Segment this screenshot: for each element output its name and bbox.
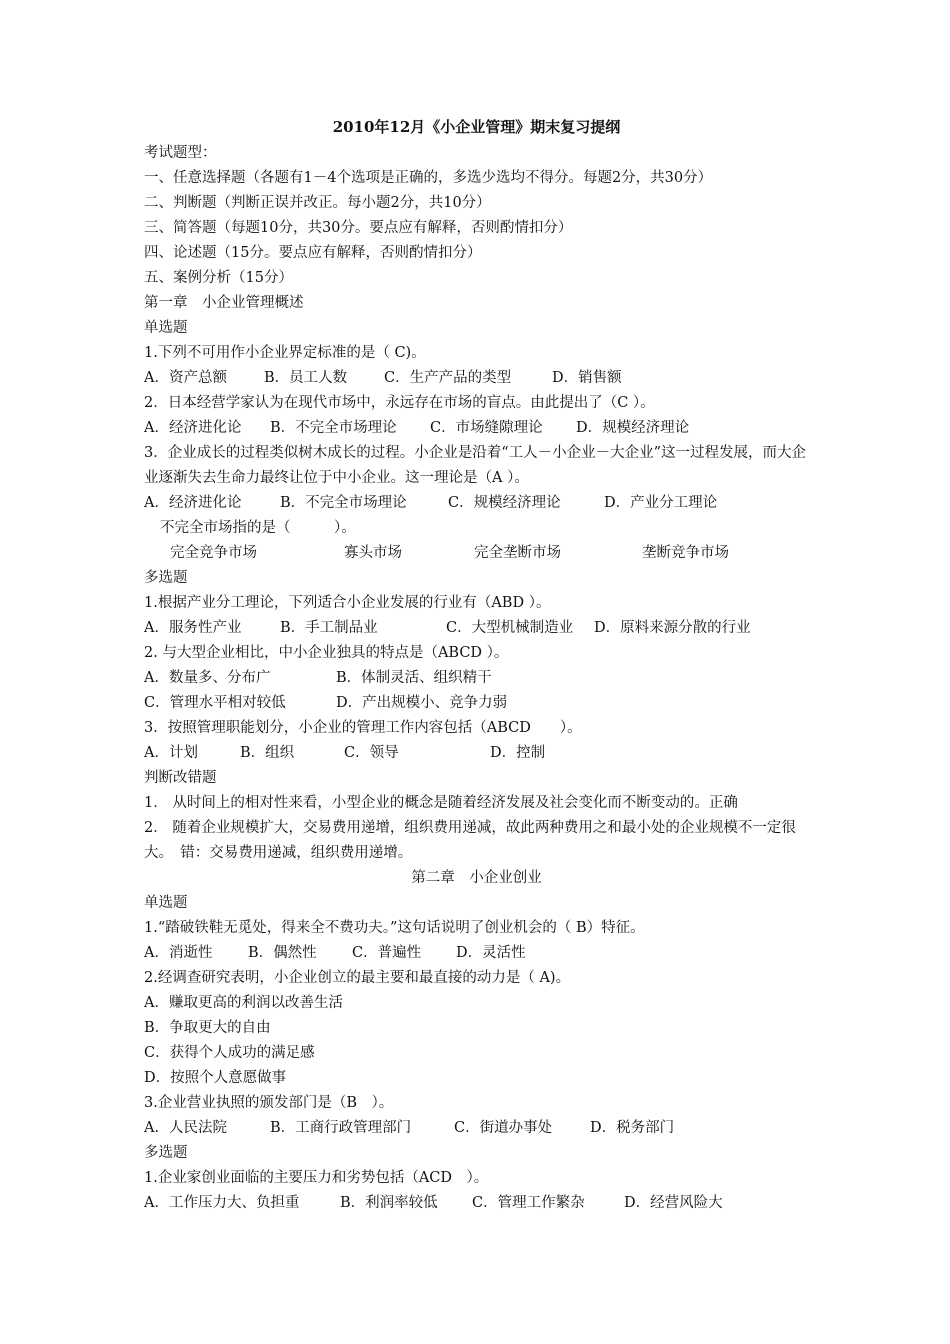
option: B．争取更大的自由 xyxy=(144,1020,271,1036)
exam-type-item: 五、案例分析（15分） xyxy=(144,270,293,286)
option: C．生产产品的类型 xyxy=(384,370,512,386)
section-heading-single: 单选题 xyxy=(144,895,188,911)
option: D．经营风险大 xyxy=(624,1195,723,1211)
option: D．产出规模小、竞争力弱 xyxy=(336,695,508,711)
exam-types-heading: 考试题型： xyxy=(144,145,217,161)
option: B．利润率较低 xyxy=(340,1195,438,1211)
option: C．领导 xyxy=(344,745,399,761)
options-row xyxy=(144,616,809,641)
section-heading-single: 单选题 xyxy=(144,320,188,336)
document-title: 2010年12月《小企业管理》期末复习提纲 xyxy=(332,118,621,136)
options-row xyxy=(144,941,809,966)
question-text: 2． 随着企业规模扩大，交易费用递增，组织费用递减，故此两种费用之和最小处的企业规模不一定很大。 错：交易费用递减，组织费用递增。 xyxy=(144,820,796,861)
chapter-2-title: 第二章 小企业创业 xyxy=(411,870,542,886)
option: C．普遍性 xyxy=(352,945,422,961)
option: D．产业分工理论 xyxy=(604,495,718,511)
chapter-1-title: 第一章 小企业管理概述 xyxy=(144,295,304,311)
question-text: 1.下列不可用作小企业界定标准的是（ C)。 xyxy=(144,345,426,361)
option: A．经济进化论 xyxy=(144,495,242,511)
options-row xyxy=(144,491,809,516)
option: A．工作压力大、负担重 xyxy=(144,1195,300,1211)
question-text: 2．日本经营学家认为在现代市场中，永远存在市场的盲点。由此提出了（C ）。 xyxy=(144,395,655,411)
options-row xyxy=(144,741,809,766)
options-row xyxy=(144,666,809,691)
option: A．经济进化论 xyxy=(144,420,242,436)
options-row xyxy=(144,416,809,441)
question-text: 3．企业成长的过程类似树木成长的过程。小企业是沿着“工人－小企业－大企业”这一过程发展，而大企业逐渐失去生命力最终让位于中小企业。这一理论是（A ）。 xyxy=(144,445,807,486)
option: A．数量多、分布广 xyxy=(144,670,271,686)
options-row xyxy=(144,1116,809,1141)
question-text: 1． 从时间上的相对性来看，小型企业的概念是随着经济发展及社会变化而不断变动的。正确 xyxy=(144,795,738,811)
question-text: 2.经调查研究表明，小企业创立的最主要和最直接的动力是（ A)。 xyxy=(144,970,571,986)
option: A．计划 xyxy=(144,745,198,761)
question-text: 1.企业家创业面临的主要压力和劣势包括（ACD ）。 xyxy=(144,1170,489,1186)
option: D．按照个人意愿做事 xyxy=(144,1070,287,1086)
options-row xyxy=(144,1191,809,1216)
options-row xyxy=(144,366,809,391)
question-text: 3.企业营业执照的颁发部门是（B ）。 xyxy=(144,1095,394,1111)
question-text: 1.“踏破铁鞋无觅处，得来全不费功夫。”这句话说明了创业机会的（ B）特征。 xyxy=(144,920,645,936)
option: D．税务部门 xyxy=(590,1120,675,1136)
option: D．原料来源分散的行业 xyxy=(594,620,751,636)
option: C．市场缝隙理论 xyxy=(430,420,543,436)
question-text: 3．按照管理职能划分，小企业的管理工作内容包括（ABCD ）。 xyxy=(144,720,582,736)
option: B．体制灵活、组织精干 xyxy=(336,670,492,686)
document-page xyxy=(144,113,809,1216)
section-heading-multi: 多选题 xyxy=(144,1145,188,1161)
option: B．偶然性 xyxy=(248,945,317,961)
exam-type-item: 四、论述题（15分。要点应有解释，否则酌情扣分） xyxy=(144,245,482,261)
option: C．街道办事处 xyxy=(454,1120,553,1136)
option: B．工商行政管理部门 xyxy=(270,1120,412,1136)
option: B．不完全市场理论 xyxy=(280,495,407,511)
option: B．不完全市场理论 xyxy=(270,420,397,436)
option: A．人民法院 xyxy=(144,1120,227,1136)
question-text: 不完全市场指的是（ ）。 xyxy=(160,520,356,536)
exam-type-item: 二、判断题（判断正误并改正。每小题2分，共10分） xyxy=(144,195,491,211)
option: C．大型机械制造业 xyxy=(446,620,574,636)
option: D．规模经济理论 xyxy=(576,420,690,436)
option: 完全垄断市场 xyxy=(474,545,561,561)
option: 完全竞争市场 xyxy=(170,545,257,561)
option: D．销售额 xyxy=(552,370,622,386)
section-heading-multi: 多选题 xyxy=(144,570,188,586)
option: C．管理水平相对较低 xyxy=(144,695,286,711)
option: A．资产总额 xyxy=(144,370,227,386)
question-text: 1.根据产业分工理论，下列适合小企业发展的行业有（ABD ）。 xyxy=(144,595,551,611)
option: A．赚取更高的利润以改善生活 xyxy=(144,995,343,1011)
option: B．员工人数 xyxy=(264,370,348,386)
exam-type-item: 三、简答题（每题10分，共30分。要点应有解释，否则酌情扣分） xyxy=(144,220,573,236)
option: B．组织 xyxy=(240,745,295,761)
options-row xyxy=(144,691,809,716)
option: C．规模经济理论 xyxy=(448,495,561,511)
option: D．控制 xyxy=(490,745,546,761)
option: C．管理工作繁杂 xyxy=(472,1195,585,1211)
option: 寡头市场 xyxy=(344,545,402,561)
option: C．获得个人成功的满足感 xyxy=(144,1045,315,1061)
section-heading-judge: 判断改错题 xyxy=(144,770,217,786)
option: B．手工制品业 xyxy=(280,620,378,636)
option: A．服务性产业 xyxy=(144,620,242,636)
option: 垄断竞争市场 xyxy=(642,545,729,561)
options-row xyxy=(144,541,809,566)
exam-type-item: 一、任意选择题（各题有1－4个选项是正确的，多选少选均不得分。每题2分，共30分） xyxy=(144,170,713,186)
question-text: 2. 与大型企业相比，中小企业独具的特点是（ABCD ）。 xyxy=(144,645,509,661)
option: D．灵活性 xyxy=(456,945,526,961)
option: A．消逝性 xyxy=(144,945,213,961)
